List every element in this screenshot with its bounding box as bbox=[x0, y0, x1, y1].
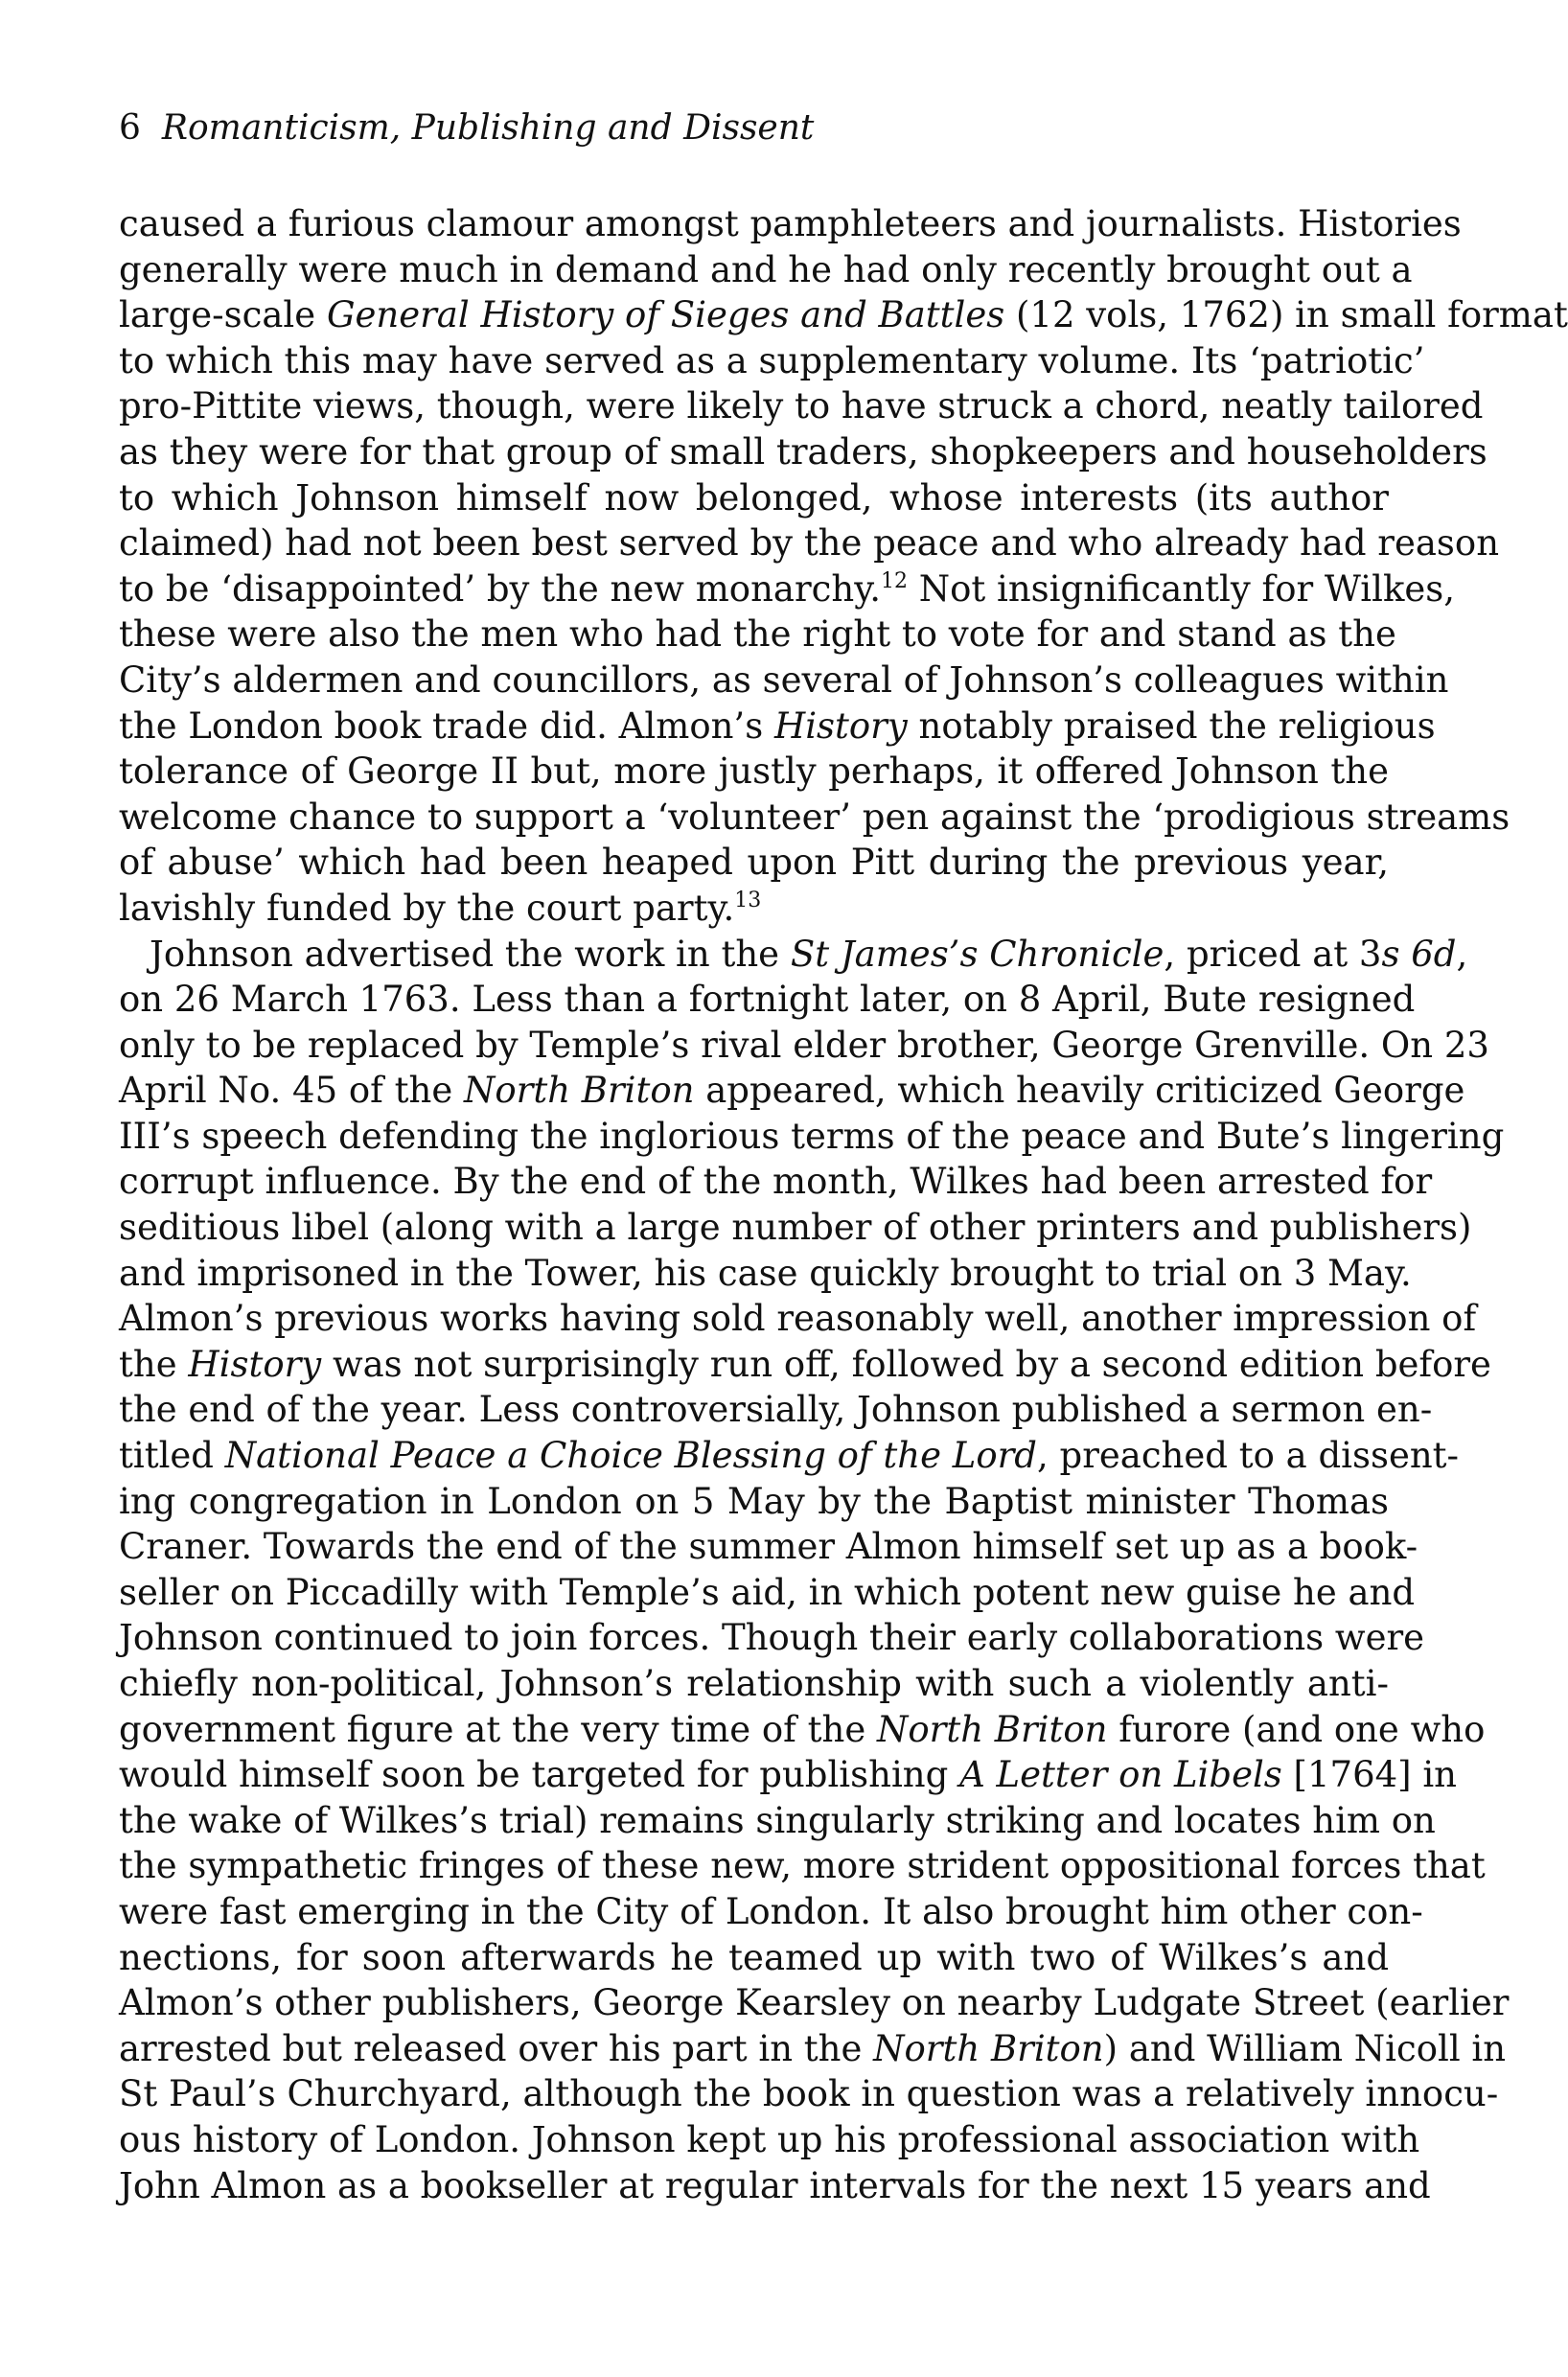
text-run: seller on Piccadilly with Temple’s aid, in which potent new guise he and bbox=[119, 1571, 1416, 1613]
text-run: North Briton bbox=[873, 2027, 1104, 2069]
text-run: , bbox=[1456, 933, 1468, 975]
running-title: Romanticism, Publishing and Dissent bbox=[161, 108, 815, 148]
text-run: titled bbox=[119, 1435, 225, 1477]
text-run: of abuse’ which had been heaped upon Pitt during the previous year, bbox=[119, 842, 1389, 884]
text-run: arrested but released over his part in the bbox=[119, 2027, 874, 2069]
text-line bbox=[119, 1980, 1510, 2026]
text-line bbox=[119, 566, 1456, 612]
text-line bbox=[119, 1023, 1489, 1069]
text-run: lavishly funded by the court party. bbox=[119, 887, 735, 929]
text-line bbox=[119, 383, 1484, 429]
text-line bbox=[119, 1798, 1436, 1844]
text-line bbox=[119, 1843, 1486, 1889]
text-line bbox=[119, 429, 1487, 475]
text-run: A Letter on Libels bbox=[959, 1754, 1282, 1796]
text-line bbox=[119, 201, 1462, 247]
text-run: as they were for that group of small traders, shopkeepers and householders bbox=[119, 430, 1487, 473]
text-run: ous history of London. Johnson kept up his professional association with bbox=[119, 2118, 1420, 2160]
running-header bbox=[119, 107, 814, 150]
text-run: tolerance of George II but, more justly perhaps, it offered Johnson the bbox=[119, 750, 1389, 793]
text-run: pro-Pittite views, though, were likely to have struck a chord, neatly tailored bbox=[119, 385, 1484, 427]
text-run: St Paul’s Churchyard, although the book in question was a relatively innocu- bbox=[119, 2073, 1499, 2115]
text-line bbox=[119, 840, 1389, 886]
text-run: to which Johnson himself now belonged, whose interests (its author bbox=[119, 476, 1389, 519]
text-line bbox=[119, 1935, 1389, 1981]
text-line bbox=[119, 658, 1449, 704]
text-run: the London book trade did. Almon’s bbox=[119, 704, 774, 747]
text-line bbox=[119, 1296, 1477, 1342]
text-line bbox=[119, 749, 1389, 795]
text-run: , preached to a dissent- bbox=[1036, 1435, 1460, 1477]
footnote-ref: 12 bbox=[880, 568, 908, 593]
text-line bbox=[119, 1479, 1389, 1525]
text-run: nections, for soon afterwards he teamed up with two of Wilkes’s and bbox=[119, 1936, 1389, 1978]
text-run: St James’s Chronicle bbox=[790, 933, 1164, 975]
text-run: only to be replaced by Temple’s rival elder brother, George Grenville. On 23 bbox=[119, 1024, 1489, 1066]
text-run: generally were much in demand and he had only recently brought out a bbox=[119, 248, 1413, 290]
text-line bbox=[119, 520, 1500, 566]
text-run: Almon’s previous works having sold reasonably well, another impression of bbox=[119, 1298, 1477, 1340]
text-line bbox=[119, 1752, 1458, 1798]
text-run: government figure at the very time of the bbox=[119, 1708, 877, 1750]
body-text bbox=[119, 201, 1568, 2208]
text-run: III’s speech defending the inglorious terms of the peace and Bute’s lingering bbox=[119, 1115, 1505, 1157]
text-run: Almon’s other publishers, George Kearsley on nearby Ludgate Street (earlier bbox=[119, 1982, 1510, 2024]
text-line bbox=[119, 2026, 1507, 2072]
text-run: welcome chance to support a ‘volunteer’ pen against the ‘prodigious streams bbox=[119, 796, 1510, 838]
text-run: [1764] in bbox=[1281, 1754, 1458, 1796]
text-run: North Briton bbox=[876, 1708, 1108, 1750]
text-line bbox=[119, 1205, 1472, 1251]
text-run: the wake of Wilkes’s trial) remains singularly striking and locates him on bbox=[119, 1799, 1436, 1841]
text-line bbox=[119, 1661, 1389, 1707]
text-line bbox=[119, 292, 1568, 338]
text-run: and imprisoned in the Tower, his case quickly brought to trial on 3 May. bbox=[119, 1252, 1412, 1294]
text-line bbox=[119, 612, 1396, 658]
text-line bbox=[119, 475, 1389, 521]
text-run: large-scale bbox=[119, 294, 327, 336]
text-run: these were also the men who had the right to vote for and stand as the bbox=[119, 613, 1396, 656]
text-run: appeared, which heavily criticized George bbox=[694, 1070, 1465, 1112]
text-line bbox=[119, 1433, 1460, 1479]
text-line bbox=[119, 704, 1436, 750]
text-run: would himself soon be targeted for publishing bbox=[119, 1754, 960, 1796]
text-line bbox=[119, 977, 1416, 1023]
text-run: Johnson continued to join forces. Though their early collaborations were bbox=[119, 1617, 1425, 1659]
text-run: Not insignificantly for Wilkes, bbox=[907, 567, 1456, 610]
text-line bbox=[119, 1615, 1425, 1661]
text-run: North Briton bbox=[463, 1070, 695, 1112]
text-run: on 26 March 1763. Less than a fortnight later, on 8 April, Bute resigned bbox=[119, 979, 1416, 1021]
text-run: the sympathetic fringes of these new, more strident oppositional forces that bbox=[119, 1845, 1486, 1887]
text-run: History bbox=[188, 1343, 322, 1385]
text-run: claimed) had not been best served by the peace and who already had reason bbox=[119, 522, 1500, 565]
text-run: was not surprisingly run off, followed by a second edition before bbox=[321, 1343, 1491, 1385]
text-run: caused a furious clamour amongst pamphleteers and journalists. Histories bbox=[119, 203, 1462, 244]
text-run: General History of Sieges and Battles bbox=[326, 294, 1005, 336]
text-line bbox=[119, 932, 1468, 978]
text-line bbox=[119, 1342, 1491, 1388]
text-line bbox=[119, 1114, 1505, 1160]
text-run: , priced at 3 bbox=[1164, 933, 1382, 975]
text-line bbox=[119, 886, 1389, 932]
text-run: History bbox=[773, 704, 908, 747]
text-run: furore (and one who bbox=[1107, 1708, 1486, 1750]
text-run: ing congregation in London on 5 May by the Baptist minister Thomas bbox=[119, 1480, 1389, 1522]
text-run: City’s aldermen and councillors, as several of Johnson’s colleagues within bbox=[119, 658, 1449, 701]
text-line bbox=[119, 338, 1425, 384]
text-line bbox=[119, 2163, 1431, 2209]
page-number: 6 bbox=[119, 108, 141, 148]
text-run: corrupt influence. By the end of the month, Wilkes had been arrested for bbox=[119, 1161, 1433, 1203]
footnote-ref: 13 bbox=[734, 888, 762, 912]
text-run: Craner. Towards the end of the summer Almon himself set up as a book- bbox=[119, 1526, 1418, 1568]
text-line bbox=[119, 1707, 1486, 1753]
text-line bbox=[119, 795, 1510, 841]
text-run: to which this may have served as a supplementary volume. Its ‘patriotic’ bbox=[119, 339, 1425, 381]
text-run: seditious libel (along with a large number of other printers and publishers) bbox=[119, 1207, 1472, 1249]
text-line bbox=[119, 1251, 1412, 1297]
text-run: were fast emerging in the City of London. It also brought him other con- bbox=[119, 1890, 1423, 1932]
text-run: the end of the year. Less controversially, Johnson published a sermon en- bbox=[119, 1389, 1433, 1431]
text-run: (12 vols, 1762) in small format bbox=[1004, 294, 1568, 336]
text-run bbox=[1399, 934, 1411, 975]
text-line bbox=[119, 1570, 1416, 1616]
text-line bbox=[119, 1387, 1433, 1433]
text-run: the bbox=[119, 1343, 189, 1385]
text-run: s bbox=[1381, 933, 1400, 975]
text-run: 6d bbox=[1411, 933, 1457, 975]
text-line bbox=[119, 1159, 1433, 1205]
text-run: National Peace a Choice Blessing of the Lord bbox=[224, 1435, 1037, 1477]
text-run: notably praised the religious bbox=[907, 704, 1436, 747]
text-run: Johnson advertised the work in the bbox=[150, 933, 791, 975]
text-run: ) and William Nicoll in bbox=[1103, 2027, 1507, 2069]
text-line bbox=[119, 1068, 1465, 1114]
text-line bbox=[119, 247, 1413, 293]
text-run: chiefly non-political, Johnson’s relationship with such a violently anti- bbox=[119, 1663, 1389, 1704]
text-line bbox=[119, 2071, 1499, 2117]
text-run: April No. 45 of the bbox=[119, 1070, 464, 1112]
text-line bbox=[119, 1524, 1418, 1570]
text-run: to be ‘disappointed’ by the new monarchy. bbox=[119, 567, 881, 610]
text-line bbox=[119, 2117, 1420, 2163]
text-line bbox=[119, 1889, 1423, 1935]
text-run: John Almon as a bookseller at regular intervals for the next 15 years and bbox=[119, 2164, 1431, 2206]
